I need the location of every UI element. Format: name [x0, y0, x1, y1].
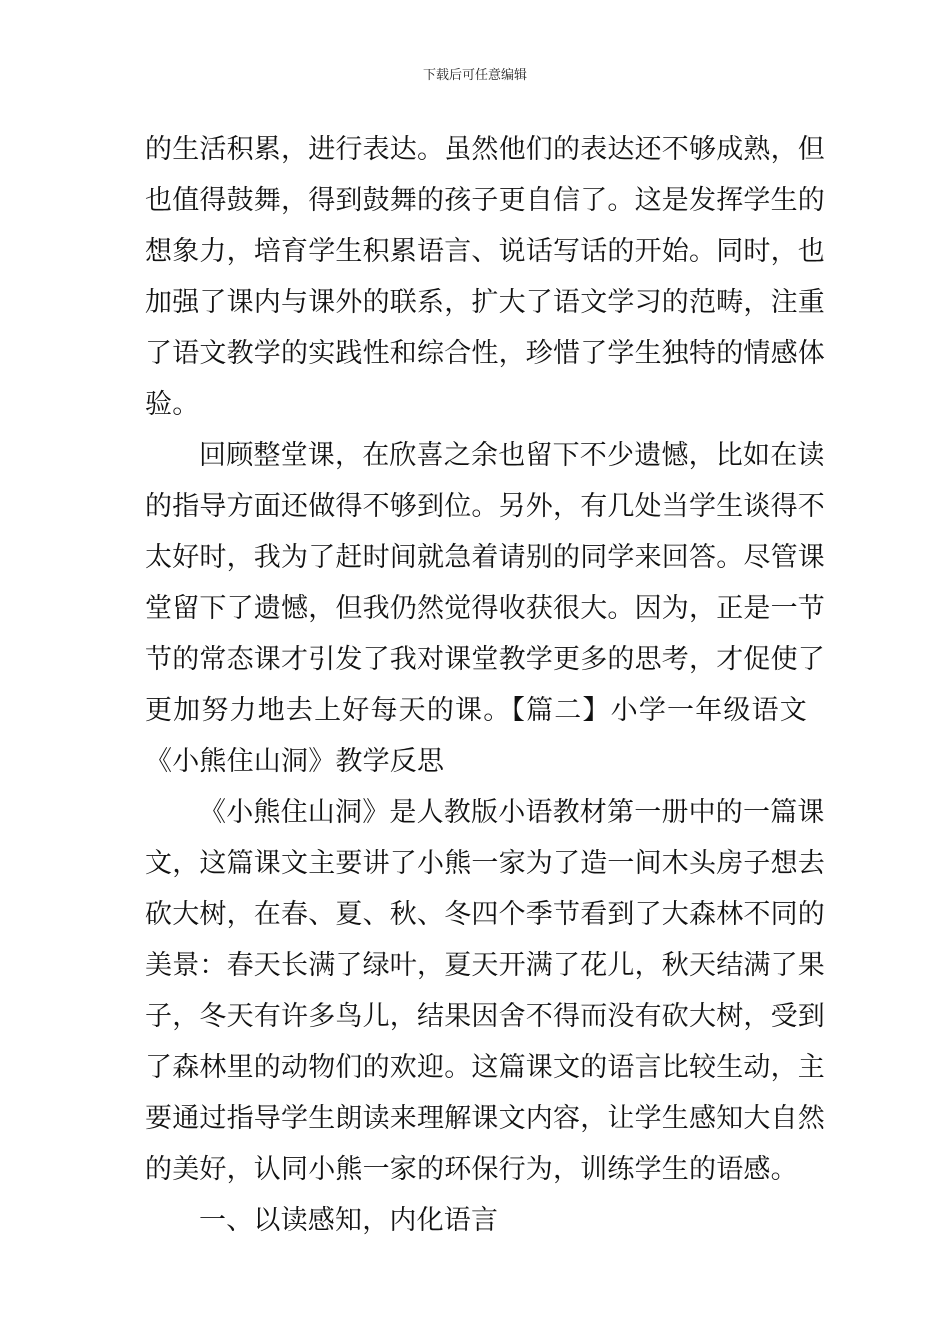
text-line: 美景：春天长满了绿叶，夏天开满了花儿，秋天结满了果	[145, 950, 825, 981]
paragraph-start-line: 《小熊住山洞》是人教版小语教材第一册中的一篇课	[199, 797, 825, 828]
paragraph-start-line: 回顾整堂课，在欣喜之余也留下不少遗憾，比如在读	[199, 440, 825, 471]
text-line: 砍大树，在春、夏、秋、冬四个季节看到了大森林不同的	[145, 899, 825, 930]
text-line: 了语文教学的实践性和综合性，珍惜了学生独特的情感体	[145, 338, 825, 369]
text-line: 要通过指导学生朗读来理解课文内容，让学生感知大自然	[145, 1103, 825, 1134]
text-line: 堂留下了遗憾，但我仍然觉得收获很大。因为，正是一节	[145, 593, 825, 624]
text-line: 想象力，培育学生积累语言、说话写话的开始。同时，也	[145, 236, 825, 267]
text-line: 也值得鼓舞，得到鼓舞的孩子更自信了。这是发挥学生的	[145, 185, 825, 216]
text-line: 文，这篇课文主要讲了小熊一家为了造一间木头房子想去	[145, 848, 825, 879]
text-line: 验。	[145, 389, 200, 420]
text-line: 的美好，认同小熊一家的环保行为，训练学生的语感。	[145, 1154, 798, 1185]
subheading-line: 一、以读感知，内化语言	[199, 1205, 499, 1236]
text-line: 了森林里的动物们的欢迎。这篇课文的语言比较生动，主	[145, 1052, 825, 1083]
section-title-line: 《小熊住山洞》教学反思	[145, 746, 445, 777]
text-line: 更加努力地去上好每天的课。【篇二】小学一年级语文	[145, 695, 807, 726]
text-line: 节的常态课才引发了我对课堂教学更多的思考，才促使了	[145, 644, 825, 675]
text-line: 子，冬天有许多鸟儿，结果因舍不得而没有砍大树，受到	[145, 1001, 825, 1032]
text-line: 太好时，我为了赶时间就急着请别的同学来回答。尽管课	[145, 542, 825, 573]
page-header: 下载后可任意编辑	[422, 68, 527, 83]
text-line: 的指导方面还做得不够到位。另外，有几处当学生谈得不	[145, 491, 825, 522]
text-line: 的生活积累，进行表达。虽然他们的表达还不够成熟，但	[145, 134, 825, 165]
text-line: 加强了课内与课外的联系，扩大了语文学习的范畴，注重	[145, 287, 825, 318]
document-body	[145, 124, 825, 1246]
